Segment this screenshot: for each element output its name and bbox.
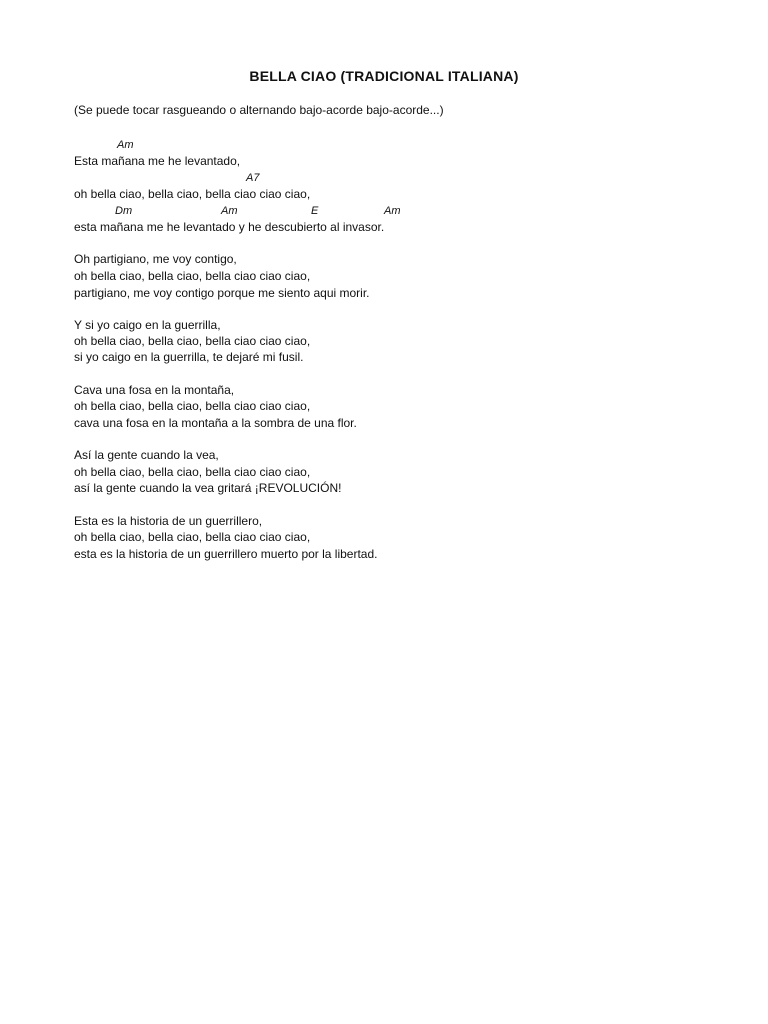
lyric-line: partigiano, me voy contigo porque me siento aqui morir.: [74, 286, 370, 300]
lyric-line: esta mañana me he levantado y he descubierto al invasor.: [74, 220, 385, 234]
chord-a7: A7: [246, 172, 260, 184]
lyric-line: si yo caigo en la guerrilla, te dejaré mi fusil.: [74, 350, 304, 364]
lyric-line: Esta mañana me he levantado,: [74, 154, 241, 168]
chord-am-1: Am: [117, 139, 134, 151]
lyric-line: oh bella ciao, bella ciao, bella ciao ciao ciao,: [74, 399, 311, 413]
chord-am-2: Am: [221, 205, 238, 217]
lyric-line: oh bella ciao, bella ciao, bella ciao ciao ciao,: [74, 465, 311, 479]
lyric-line: oh bella ciao, bella ciao, bella ciao ciao ciao,: [74, 269, 311, 283]
chord-e: E: [311, 205, 319, 217]
song-title: BELLA CIAO (TRADICIONAL ITALIANA): [249, 68, 519, 84]
lyric-line: cava una fosa en la montaña a la sombra de una flor.: [74, 416, 357, 430]
lyric-line: Y si yo caigo en la guerrilla,: [74, 318, 221, 332]
lyric-line: así la gente cuando la vea gritará ¡REVOLUCIÓN!: [74, 481, 342, 495]
lyric-line: Esta es la historia de un guerrillero,: [74, 514, 263, 528]
chord-dm: Dm: [115, 205, 133, 217]
playing-note: (Se puede tocar rasgueando o alternando bajo-acorde bajo-acorde...): [74, 103, 444, 117]
lyric-line: oh bella ciao, bella ciao, bella ciao ciao ciao,: [74, 334, 311, 348]
lyric-line: oh bella ciao, bella ciao, bella ciao ciao ciao,: [74, 530, 311, 544]
lyric-line: Cava una fosa en la montaña,: [74, 383, 235, 397]
lyric-line: esta es la historia de un guerrillero muerto por la libertad.: [74, 547, 378, 561]
lyric-line: oh bella ciao, bella ciao, bella ciao ciao ciao,: [74, 187, 311, 201]
lyric-line: Oh partigiano, me voy contigo,: [74, 252, 237, 266]
lyric-line: Así la gente cuando la vea,: [74, 448, 219, 462]
chord-am-3: Am: [384, 205, 401, 217]
